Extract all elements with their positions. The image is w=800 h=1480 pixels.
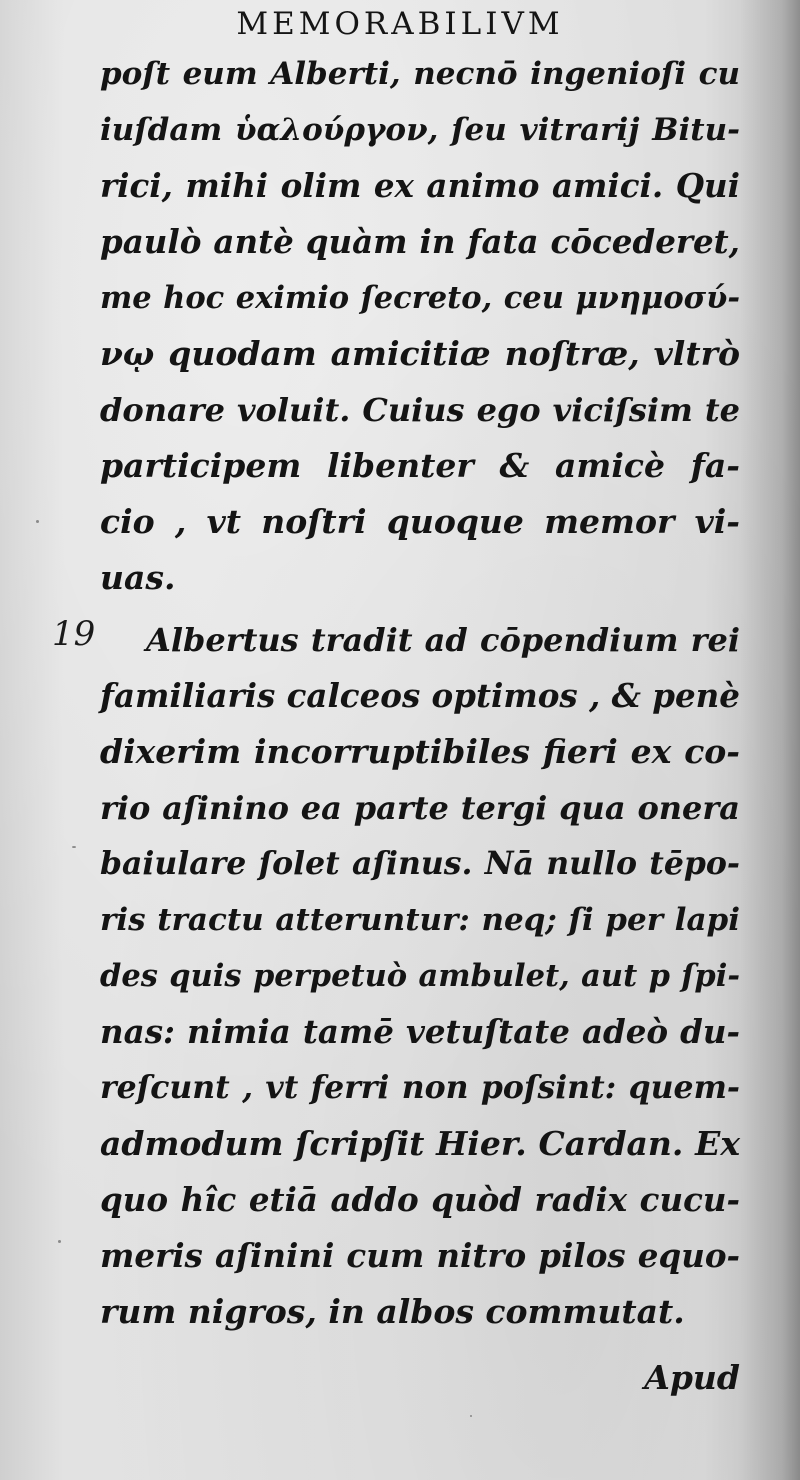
text-line: νῳ quodam amicitiæ noſtræ, vltrò — [100, 334, 740, 373]
text-line: rici, mihi olim ex animo amici. Qui — [100, 166, 740, 205]
text-line: Albertus tradit ad cōpendium rei — [146, 621, 740, 659]
text-line: familiaris calceos optimos , & penè — [100, 676, 740, 715]
text-line: poſt eum Alberti, necnō ingenioſi cu — [100, 56, 740, 92]
page-gutter-shadow — [740, 0, 800, 1480]
paper-speck — [470, 1415, 472, 1417]
text-line: reſcunt , vt ferri non poſsint: quem- — [100, 1069, 740, 1106]
text-line: des quis perpetuò ambulet, aut p ſpi- — [100, 958, 740, 994]
paper-speck — [36, 520, 39, 523]
text-line: participem libenter & amicè fa- — [100, 446, 740, 485]
text-line: rum nigros, in albos commutat. — [100, 1292, 685, 1331]
text-line: paulò antè quàm in fata cōcederet, — [100, 222, 740, 261]
paper-speck — [72, 846, 76, 848]
text-line: rio aſinino ea parte tergi qua onera — [100, 789, 740, 827]
text-line: quo hîc etiā addo quòd radix cucu- — [100, 1180, 740, 1219]
text-line: admodum ſcripſit Hier. Cardan. Ex — [100, 1124, 740, 1163]
paper-speck — [58, 1240, 61, 1243]
text-line: baiulare ſolet aſinus. Nā nullo tēpo- — [100, 845, 740, 882]
text-line: nas: nimia tamē vetuſtate adeò du- — [100, 1012, 740, 1051]
running-head: MEMORABILIVM — [236, 6, 564, 42]
text-line: ris tractu atteruntur: neq; ſi per lapi — [100, 902, 740, 938]
text-line: donare voluit. Cuius ego viciſsim te — [100, 391, 740, 429]
marginal-entry-number: 19 — [52, 614, 96, 654]
text-line: meris aſinini cum nitro pilos equo- — [100, 1236, 740, 1275]
text-line: uas. — [100, 558, 176, 597]
text-line: dixerim incorruptibiles fieri ex co- — [100, 732, 740, 771]
text-line: me hoc eximio ſecreto, ceu μνημοσύ- — [100, 280, 740, 316]
text-line: iuſdam ὑαλούργον, ſeu vitrarij Bitu- — [100, 112, 740, 148]
catchword: Apud — [644, 1358, 740, 1397]
text-line: cio , vt noſtri quoque memor vi- — [100, 502, 740, 541]
